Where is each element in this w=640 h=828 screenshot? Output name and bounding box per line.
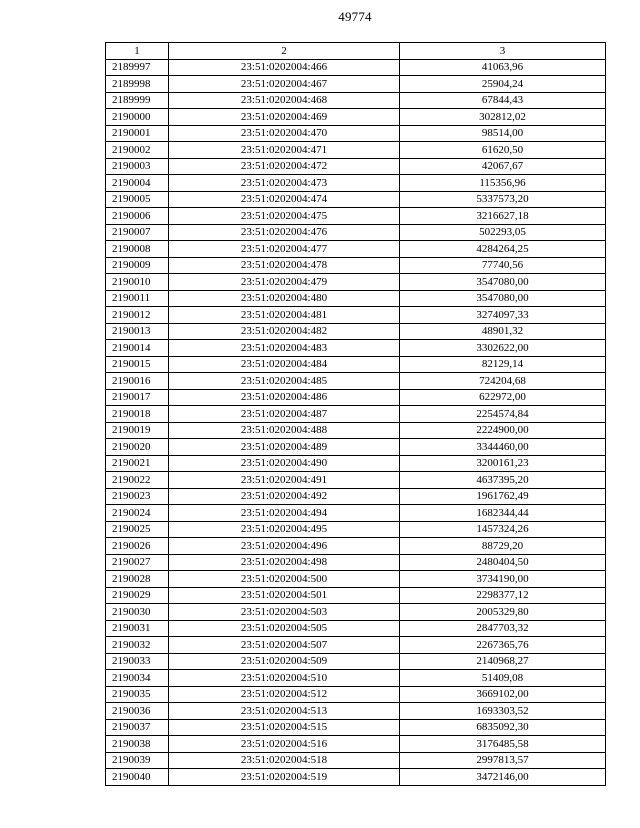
table-row bbox=[106, 175, 606, 192]
table-row bbox=[106, 142, 606, 159]
row-number-cell: 2190040 bbox=[106, 769, 169, 786]
cadastral-value-cell: 3669102,00 bbox=[400, 686, 606, 703]
row-number-cell: 2190018 bbox=[106, 406, 169, 423]
row-number-cell: 2190004 bbox=[106, 175, 169, 192]
row-number-cell: 2190038 bbox=[106, 736, 169, 753]
cadastral-value-cell: 1693303,52 bbox=[400, 703, 606, 720]
cadastral-number-cell: 23:51:0202004:471 bbox=[169, 142, 400, 159]
cadastral-number-cell: 23:51:0202004:482 bbox=[169, 323, 400, 340]
cadastral-value-cell: 3547080,00 bbox=[400, 290, 606, 307]
cadastral-value-cell: 25904,24 bbox=[400, 76, 606, 93]
cadastral-value-cell: 3176485,58 bbox=[400, 736, 606, 753]
row-number-cell: 2190037 bbox=[106, 719, 169, 736]
column-header-3: 3 bbox=[400, 43, 606, 60]
cadastral-number-cell: 23:51:0202004:478 bbox=[169, 257, 400, 274]
cadastral-number-cell: 23:51:0202004:492 bbox=[169, 488, 400, 505]
cadastral-number-cell: 23:51:0202004:515 bbox=[169, 719, 400, 736]
cadastral-value-cell: 2480404,50 bbox=[400, 554, 606, 571]
cadastral-value-table bbox=[105, 42, 606, 786]
table-row bbox=[106, 703, 606, 720]
table-row bbox=[106, 686, 606, 703]
cadastral-value-cell: 2140968,27 bbox=[400, 653, 606, 670]
row-number-cell: 2190039 bbox=[106, 752, 169, 769]
cadastral-value-cell: 1457324,26 bbox=[400, 521, 606, 538]
row-number-cell: 2190014 bbox=[106, 340, 169, 357]
cadastral-number-cell: 23:51:0202004:476 bbox=[169, 224, 400, 241]
cadastral-number-cell: 23:51:0202004:474 bbox=[169, 191, 400, 208]
row-number-cell: 2190017 bbox=[106, 389, 169, 406]
row-number-cell: 2189999 bbox=[106, 92, 169, 109]
row-number-cell: 2190001 bbox=[106, 125, 169, 142]
row-number-cell: 2190010 bbox=[106, 274, 169, 291]
cadastral-value-cell: 1682344,44 bbox=[400, 505, 606, 522]
row-number-cell: 2190003 bbox=[106, 158, 169, 175]
cadastral-number-cell: 23:51:0202004:501 bbox=[169, 587, 400, 604]
table-row bbox=[106, 422, 606, 439]
cadastral-number-cell: 23:51:0202004:507 bbox=[169, 637, 400, 654]
table-row bbox=[106, 571, 606, 588]
cadastral-value-cell: 3472146,00 bbox=[400, 769, 606, 786]
cadastral-value-cell: 4284264,25 bbox=[400, 241, 606, 258]
table-row bbox=[106, 554, 606, 571]
table-header bbox=[106, 43, 606, 60]
cadastral-number-cell: 23:51:0202004:466 bbox=[169, 59, 400, 76]
cadastral-number-cell: 23:51:0202004:486 bbox=[169, 389, 400, 406]
cadastral-number-cell: 23:51:0202004:489 bbox=[169, 439, 400, 456]
table-row bbox=[106, 472, 606, 489]
cadastral-number-cell: 23:51:0202004:479 bbox=[169, 274, 400, 291]
table-row bbox=[106, 109, 606, 126]
table-body bbox=[106, 59, 606, 785]
cadastral-number-cell: 23:51:0202004:519 bbox=[169, 769, 400, 786]
table-row bbox=[106, 125, 606, 142]
row-number-cell: 2189998 bbox=[106, 76, 169, 93]
row-number-cell: 2190027 bbox=[106, 554, 169, 571]
row-number-cell: 2190007 bbox=[106, 224, 169, 241]
cadastral-number-cell: 23:51:0202004:484 bbox=[169, 356, 400, 373]
cadastral-value-cell: 3200161,23 bbox=[400, 455, 606, 472]
table-row bbox=[106, 587, 606, 604]
table-row bbox=[106, 373, 606, 390]
row-number-cell: 2190008 bbox=[106, 241, 169, 258]
cadastral-number-cell: 23:51:0202004:500 bbox=[169, 571, 400, 588]
cadastral-value-cell: 2254574,84 bbox=[400, 406, 606, 423]
cadastral-value-cell: 5337573,20 bbox=[400, 191, 606, 208]
row-number-cell: 2190026 bbox=[106, 538, 169, 555]
table-row bbox=[106, 92, 606, 109]
table-row bbox=[106, 505, 606, 522]
cadastral-number-cell: 23:51:0202004:513 bbox=[169, 703, 400, 720]
table-row bbox=[106, 637, 606, 654]
cadastral-value-cell: 302812,02 bbox=[400, 109, 606, 126]
cadastral-number-cell: 23:51:0202004:485 bbox=[169, 373, 400, 390]
row-number-cell: 2190020 bbox=[106, 439, 169, 456]
table-row bbox=[106, 439, 606, 456]
cadastral-number-cell: 23:51:0202004:509 bbox=[169, 653, 400, 670]
cadastral-number-cell: 23:51:0202004:491 bbox=[169, 472, 400, 489]
table-row bbox=[106, 736, 606, 753]
table-row bbox=[106, 274, 606, 291]
cadastral-value-cell: 724204,68 bbox=[400, 373, 606, 390]
cadastral-value-cell: 2298377,12 bbox=[400, 587, 606, 604]
row-number-cell: 2189997 bbox=[106, 59, 169, 76]
cadastral-number-cell: 23:51:0202004:468 bbox=[169, 92, 400, 109]
row-number-cell: 2190019 bbox=[106, 422, 169, 439]
row-number-cell: 2190011 bbox=[106, 290, 169, 307]
cadastral-number-cell: 23:51:0202004:480 bbox=[169, 290, 400, 307]
table-row bbox=[106, 59, 606, 76]
table-row bbox=[106, 290, 606, 307]
cadastral-number-cell: 23:51:0202004:496 bbox=[169, 538, 400, 555]
table-row bbox=[106, 191, 606, 208]
cadastral-number-cell: 23:51:0202004:510 bbox=[169, 670, 400, 687]
cadastral-value-cell: 502293,05 bbox=[400, 224, 606, 241]
cadastral-value-cell: 48901,32 bbox=[400, 323, 606, 340]
cadastral-number-cell: 23:51:0202004:477 bbox=[169, 241, 400, 258]
cadastral-value-cell: 622972,00 bbox=[400, 389, 606, 406]
cadastral-number-cell: 23:51:0202004:494 bbox=[169, 505, 400, 522]
cadastral-number-cell: 23:51:0202004:518 bbox=[169, 752, 400, 769]
row-number-cell: 2190035 bbox=[106, 686, 169, 703]
cadastral-value-cell: 2224900,00 bbox=[400, 422, 606, 439]
table-row bbox=[106, 76, 606, 93]
table-row bbox=[106, 670, 606, 687]
cadastral-number-cell: 23:51:0202004:475 bbox=[169, 208, 400, 225]
table-row bbox=[106, 604, 606, 621]
cadastral-value-cell: 2267365,76 bbox=[400, 637, 606, 654]
cadastral-value-cell: 51409,08 bbox=[400, 670, 606, 687]
row-number-cell: 2190016 bbox=[106, 373, 169, 390]
cadastral-value-cell: 115356,96 bbox=[400, 175, 606, 192]
cadastral-value-cell: 1961762,49 bbox=[400, 488, 606, 505]
table-row bbox=[106, 241, 606, 258]
cadastral-value-cell: 2847703,32 bbox=[400, 620, 606, 637]
cadastral-number-cell: 23:51:0202004:488 bbox=[169, 422, 400, 439]
row-number-cell: 2190006 bbox=[106, 208, 169, 225]
cadastral-number-cell: 23:51:0202004:516 bbox=[169, 736, 400, 753]
row-number-cell: 2190031 bbox=[106, 620, 169, 637]
cadastral-value-cell: 98514,00 bbox=[400, 125, 606, 142]
cadastral-value-cell: 2005329,80 bbox=[400, 604, 606, 621]
table-row bbox=[106, 323, 606, 340]
cadastral-number-cell: 23:51:0202004:469 bbox=[169, 109, 400, 126]
cadastral-number-cell: 23:51:0202004:467 bbox=[169, 76, 400, 93]
row-number-cell: 2190022 bbox=[106, 472, 169, 489]
cadastral-value-cell: 67844,43 bbox=[400, 92, 606, 109]
table-row bbox=[106, 307, 606, 324]
table-row bbox=[106, 653, 606, 670]
cadastral-number-cell: 23:51:0202004:472 bbox=[169, 158, 400, 175]
cadastral-value-cell: 2997813,57 bbox=[400, 752, 606, 769]
column-header-1: 1 bbox=[106, 43, 169, 60]
row-number-cell: 2190023 bbox=[106, 488, 169, 505]
row-number-cell: 2190028 bbox=[106, 571, 169, 588]
row-number-cell: 2190024 bbox=[106, 505, 169, 522]
cadastral-value-cell: 4637395,20 bbox=[400, 472, 606, 489]
table-row bbox=[106, 521, 606, 538]
row-number-cell: 2190029 bbox=[106, 587, 169, 604]
row-number-cell: 2190036 bbox=[106, 703, 169, 720]
table-row bbox=[106, 257, 606, 274]
table-row bbox=[106, 488, 606, 505]
table-row bbox=[106, 406, 606, 423]
cadastral-number-cell: 23:51:0202004:487 bbox=[169, 406, 400, 423]
cadastral-value-cell: 6835092,30 bbox=[400, 719, 606, 736]
cadastral-value-cell: 3302622,00 bbox=[400, 340, 606, 357]
cadastral-value-cell: 77740,56 bbox=[400, 257, 606, 274]
row-number-cell: 2190033 bbox=[106, 653, 169, 670]
cadastral-number-cell: 23:51:0202004:505 bbox=[169, 620, 400, 637]
row-number-cell: 2190009 bbox=[106, 257, 169, 274]
row-number-cell: 2190015 bbox=[106, 356, 169, 373]
row-number-cell: 2190032 bbox=[106, 637, 169, 654]
row-number-cell: 2190005 bbox=[106, 191, 169, 208]
row-number-cell: 2190000 bbox=[106, 109, 169, 126]
cadastral-number-cell: 23:51:0202004:473 bbox=[169, 175, 400, 192]
cadastral-value-cell: 3734190,00 bbox=[400, 571, 606, 588]
column-header-2: 2 bbox=[169, 43, 400, 60]
row-number-cell: 2190012 bbox=[106, 307, 169, 324]
page-number: 49774 bbox=[338, 9, 372, 24]
table-row bbox=[106, 389, 606, 406]
table-row bbox=[106, 356, 606, 373]
cadastral-value-cell: 3274097,33 bbox=[400, 307, 606, 324]
row-number-cell: 2190030 bbox=[106, 604, 169, 621]
cadastral-number-cell: 23:51:0202004:483 bbox=[169, 340, 400, 357]
table-row bbox=[106, 719, 606, 736]
table-row bbox=[106, 538, 606, 555]
cadastral-number-cell: 23:51:0202004:490 bbox=[169, 455, 400, 472]
table-row bbox=[106, 340, 606, 357]
cadastral-number-cell: 23:51:0202004:470 bbox=[169, 125, 400, 142]
cadastral-value-cell: 88729,20 bbox=[400, 538, 606, 555]
table-row bbox=[106, 158, 606, 175]
row-number-cell: 2190025 bbox=[106, 521, 169, 538]
cadastral-number-cell: 23:51:0202004:495 bbox=[169, 521, 400, 538]
cadastral-value-cell: 41063,96 bbox=[400, 59, 606, 76]
cadastral-value-cell: 61620,50 bbox=[400, 142, 606, 159]
table-row bbox=[106, 620, 606, 637]
row-number-cell: 2190021 bbox=[106, 455, 169, 472]
row-number-cell: 2190034 bbox=[106, 670, 169, 687]
cadastral-value-cell: 82129,14 bbox=[400, 356, 606, 373]
table-row bbox=[106, 208, 606, 225]
cadastral-number-cell: 23:51:0202004:481 bbox=[169, 307, 400, 324]
header-row bbox=[106, 43, 606, 60]
cadastral-value-cell: 42067,67 bbox=[400, 158, 606, 175]
table-row bbox=[106, 769, 606, 786]
row-number-cell: 2190013 bbox=[106, 323, 169, 340]
table-row bbox=[106, 752, 606, 769]
row-number-cell: 2190002 bbox=[106, 142, 169, 159]
cadastral-number-cell: 23:51:0202004:498 bbox=[169, 554, 400, 571]
cadastral-value-cell: 3344460,00 bbox=[400, 439, 606, 456]
cadastral-number-cell: 23:51:0202004:512 bbox=[169, 686, 400, 703]
table-row bbox=[106, 224, 606, 241]
cadastral-number-cell: 23:51:0202004:503 bbox=[169, 604, 400, 621]
cadastral-value-cell: 3216627,18 bbox=[400, 208, 606, 225]
table-row bbox=[106, 455, 606, 472]
cadastral-value-cell: 3547080,00 bbox=[400, 274, 606, 291]
